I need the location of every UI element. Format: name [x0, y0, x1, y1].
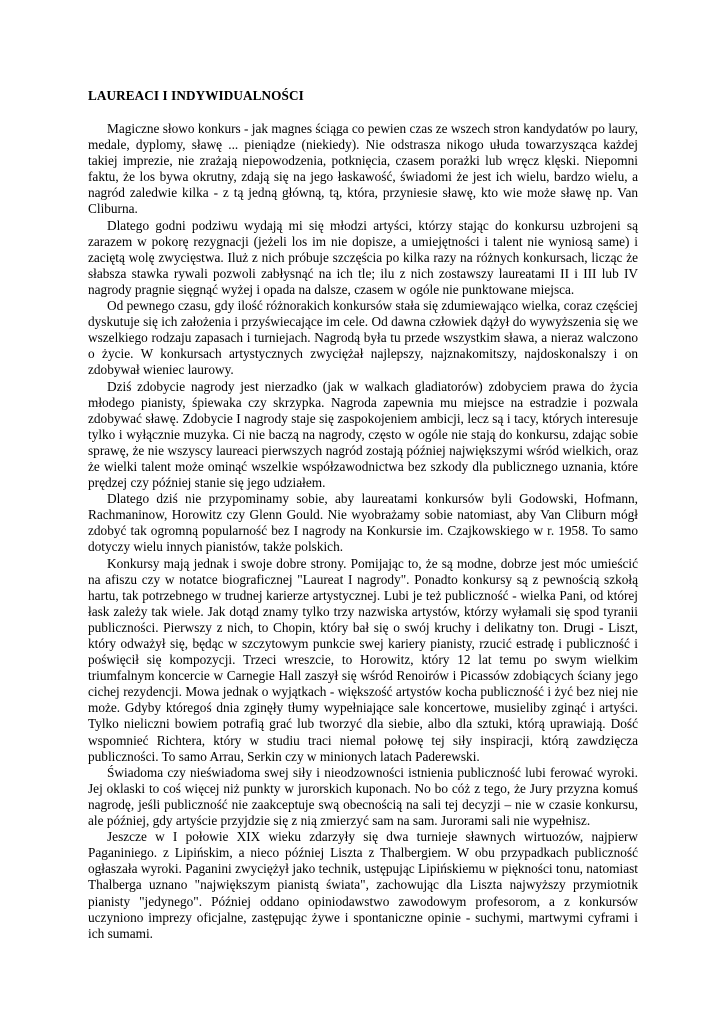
paragraph: Świadoma czy nieświadoma swej siły i nieodzowności istnienia publiczność lubi ferować wyroki. Jej oklaski to coś więcej niż punkty w jurorskich kuponach. No bo cóż z tego, że Jury przyzna komuś nagrodę, jeśli publiczność nie zaakceptuje swą obecnością na sali tej decyzji – nie w czasie konkursu, ale później, gdy artyście przyjdzie się z nią zmierzyć sam na sam. Jurorami sali nie wypełnisz.: [88, 764, 638, 829]
paragraph: Dziś zdobycie nagrody jest nierzadko (jak w walkach gladiatorów) zdobyciem prawa do życia młodego pianisty, śpiewaka czy skrzypka. Nagroda zapewnia mu miejsce na estradzie i pozwala zdobywać sławę. Zdobycie I nagrody staje się zaspokojeniem ambicji, lecz są i tacy, których interesuje tylko i wyłącznie muzyka. Ci nie baczą na nagrody, często w ogóle nie stają do konkursu, zdając sobie sprawę, że nie wszyscy laureaci pierwszych nagród zostają później największymi wśród wielkich, oraz że wielki talent może ominąć wszelkie współzawodnictwa bez szkody dla publicznego uznania, które prędzej czy później stanie się jego udziałem.: [88, 378, 638, 491]
paragraph: Magiczne słowo konkurs - jak magnes ściąga co pewien czas ze wszech stron kandydatów po laury, medale, dyplomy, sławę ... pieniądze (niekiedy). Nie odstrasza nikogo ułuda towarzysząca każdej takiej imprezie, nie zrażają niepowodzenia, potknięcia, czasem porażki lub wręcz klęski. Niepomni faktu, że los bywa okrutny, zdają się na jego łaskawość, świadomi że jest ich wielu, bardzo wielu, a nagród zaledwie kilka - z tą jedną główną, tą, która, przyniesie sławę, kto wie może sławę np. Van Cliburna.: [88, 121, 638, 217]
paragraph: Od pewnego czasu, gdy ilość różnorakich konkursów stała się zdumiewająco wielka, coraz częściej dyskutuje się ich założenia i przyświecające im cele. Od dawna człowiek dążył do wywyższenia się we wszelkiego rodzaju zapasach i turniejach. Nagrodą była tu przede wszystkim sława, a nieraz walczono o życie. W konkursach artystycznych zwyciężał najlepszy, najznakomitszy, najdoskonalszy i on zdobywał wieniec laurowy.: [88, 298, 638, 378]
paragraph: Konkursy mają jednak i swoje dobre strony. Pomijając to, że są modne, dobrze jest móc umieścić na afiszu czy w notatce biograficznej "Laureat I nagrody". Ponadto konkursy są z pewnością szkołą hartu, tak potrzebnego w trudnej karierze artystycznej. Lubi je też publiczność - wielka Pani, od której łask zależy tak wiele. Jak dotąd znamy tylko trzy nazwiska artystów, którzy wyłamali się spod tyranii publiczności. Pierwszy z nich, to Chopin, który bał się o swój kruchy i delikatny ton. Drugi - Liszt, który odważył się, będąc w szczytowym punkcie swej kariery pianisty, rzucić estradę i publiczność i poświęcił się kompozycji. Trzeci wreszcie, to Horowitz, który 12 lat temu po swym wielkim triumfalnym koncercie w Carnegie Hall zaszył się wśród Renoirów i Picassów zdobiących ściany jego cichej rezydencji. Mowa jednak o wyjątkach - większość artystów kocha publiczność i żyć bez niej nie może. Gdyby któregoś dnia zginęły tłumy wypełniające sale koncertowe, musieliby zginąć i artyści. Tylko nieliczni bowiem potrafią grać lub tworzyć dla siebie, albo dla sztuki, którą uprawiają. Dość wspomnieć Richtera, który w studiu traci niemal połowę tej siły inspiracji, którą zawdzięcza publiczności. To samo Arrau, Serkin czy w minionych latach Paderewski.: [88, 555, 638, 764]
paragraph: Dlatego godni podziwu wydają mi się młodzi artyści, którzy stając do konkursu uzbrojeni są zarazem w pokorę rezygnacji (jeżeli los im nie dopisze, a umiejętności i talent nie wyniosą same) i zaciętą wolę zwycięstwa. Iluż z nich próbuje szczęścia po kilka razy na różnych konkursach, licząc że słabsza stawka rywali pozwoli zabłysnąć na ich tle; ilu z nich zostawszy laureatami II i III lub IV nagrody pragnie sięgnąć wyżej i opada na dalsze, czasem w ogóle nie punktowane miejsca.: [88, 217, 638, 297]
document-page: [88, 88, 638, 942]
paragraph: Dlatego dziś nie przypominamy sobie, aby laureatami konkursów byli Godowski, Hofmann, Rachmaninow, Horowitz czy Glenn Gould. Nie wyobrażamy sobie natomiast, aby Van Cliburn mógł zdobyć tak ogromną popularność bez I nagrody na Konkursie im. Czajkowskiego w r. 1958. To samo dotyczy wielu innych pianistów, także polskich.: [88, 491, 638, 555]
paragraph: Jeszcze w I połowie XIX wieku zdarzyły się dwa turnieje sławnych wirtuozów, najpierw Paganiniego. z Lipińskim, a nieco później Liszta z Thalbergiem. W obu przypadkach publiczność ogłaszała wyroki. Paganini zwyciężył jako technik, ustępując Lipińskiemu w piękności tonu, natomiast Thalberga uznano "największym pianistą świata", zachowując dla Liszta najwyższy przymiotnik pianisty "jedynego". Później oddano opiniodawstwo zawodowym profesorom, a z konkursów uczyniono imprezy oficjalne, zastępując żywe i spontaniczne opinie - suchymi, martwymi cyframi i ich sumami.: [88, 829, 638, 941]
page-title: LAUREACI I INDYWIDUALNOŚCI: [88, 88, 304, 103]
